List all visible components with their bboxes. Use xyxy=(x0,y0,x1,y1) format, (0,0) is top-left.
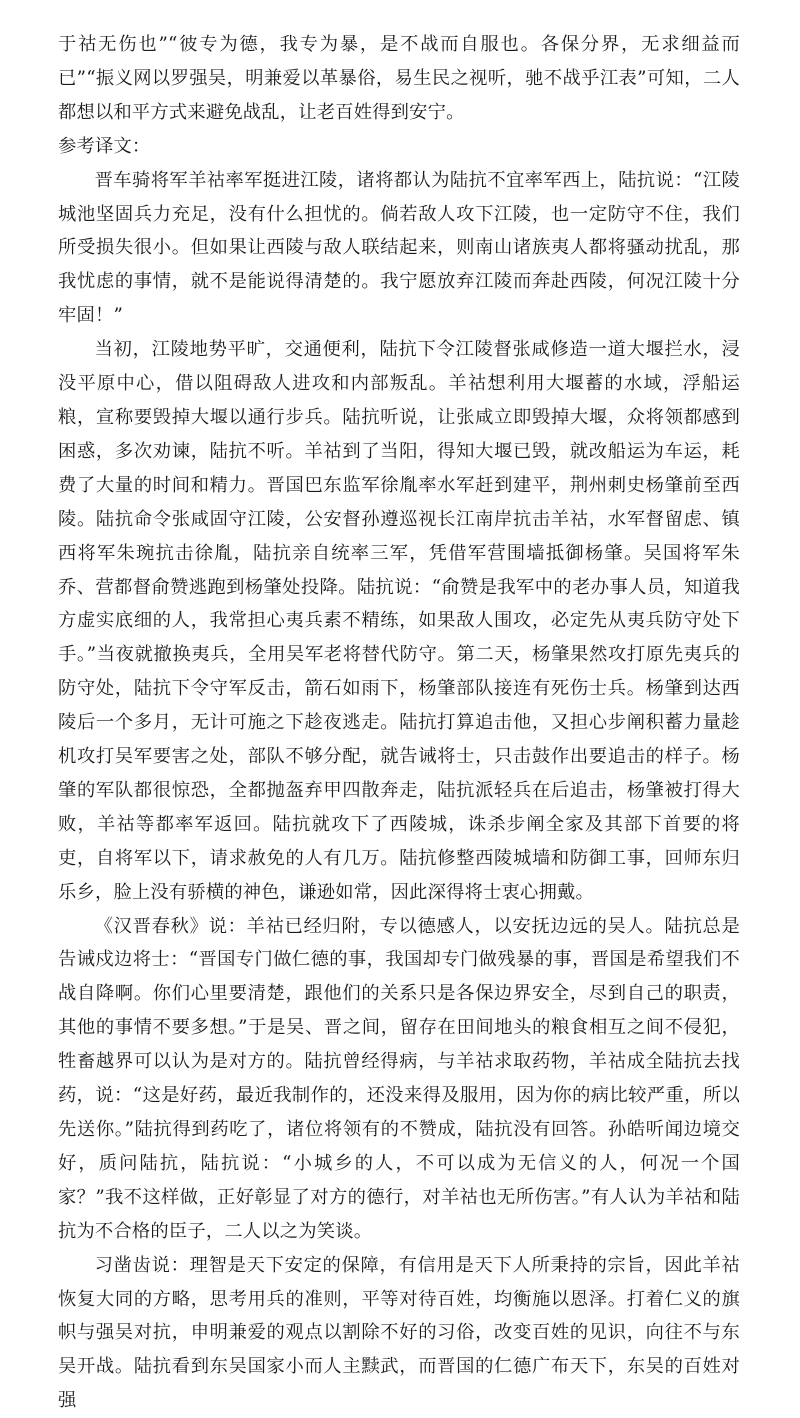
paragraph-battle-of-xiling: 当初，江陵地势平旷，交通便利，陆抗下令江陵督张咸修造一道大堰拦水，浸没平原中心，借以阻碍敌人进攻和内部叛乱。羊祜想利用大堰蓄的水域，浮船运粮，宣称要毁掉大堰以通行步兵。陆抗听说，让张咸立即毁掉大堰，众将领都感到困惑，多次劝谏，陆抗不听。羊祜到了当阳，得知大堰已毁，就改船运为车运，耗费了大量的时间和精力。晋国巴东监军徐胤率水军赶到建平，荆州刺史杨肇前至西陵。陆抗命令张咸固守江陵，公安督孙遵巡视长江南岸抗击羊祜，水军督留虑、镇西将军朱琬抗击徐胤，陆抗亲自统率三军，凭借军营围墙抵御杨肇。吴国将军朱乔、营都督俞赞逃跑到杨肇处投降。陆抗说：“俞赞是我军中的老办事人员，知道我方虚实底细的人，我常担心夷兵素不精练，如果敌人围攻，必定先从夷兵防守处下手。”当夜就撤换夷兵，全用吴军老将替代防守。第二天，杨肇果然攻打原先夷兵的防守处，陆抗下令守军反击，箭石如雨下，杨肇部队接连有死伤士兵。杨肇到达西陵后一个多月，无计可施之下趁夜逃走。陆抗打算追击他，又担心步阐积蓄力量趁机攻打吴军要害之处，部队不够分配，就告诫将士，只击鼓作出要追击的样子。杨肇的军队都很惊恐，全都抛盔弃甲四散奔走，陆抗派轻兵在后追击，杨肇被打得大败，羊祜等都率军返回。陆抗就攻下了西陵城，诛杀步阐全家及其部下首要的将吏，自将军以下，请求赦免的人有几万。陆抗修整西陵城墙和防御工事，回师东归乐乡，脸上没有骄横的神色，谦逊如常，因此深得将士衷心拥戴。 xyxy=(58,339,740,903)
paragraph-han-jin-chunqiu: 《汉晋春秋》说：羊祜已经归附，专以德感人，以安抚边远的吴人。陆抗总是告诫戍边将士：“晋国专门做仁德的事，我国却专门做残暴的事，晋国是希望我们不战自降啊。你们心里要清楚，跟他们的关系只是各保边界安全，尽到自己的职责，其他的事情不要多想。”于是吴、晋之间，留存在田间地头的粮食相互之间不侵犯，牲畜越界可以认为是对方的。陆抗曾经得病，与羊祜求取药物，羊祜成全陆抗去找药，说：“这是好药，最近我制作的，还没来得及服用，因为你的病比较严重，所以先送你。”陆抗得到药吃了，诸位将领有的不赞成，陆抗没有回答。孙皓听闻边境交好，质问陆抗，陆抗说：“小城乡的人，不可以成为无信义的人，何况一个国家？”我不这样做，正好彰显了对方的德行，对羊祜也无所伤害。”有人认为羊祜和陆抗为不合格的臣子，二人以之为笑谈。 xyxy=(58,915,740,1242)
paragraph-conclusion: 于祜无伤也”“彼专为德，我专为暴，是不战而自服也。各保分界，无求细益而已”“振义网以罗强吴，明兼爱以革暴俗，易生民之视听，驰不战乎江表”可知，二人都想以和平方式来避免战乱，让老百姓得到安宁。 xyxy=(58,34,740,123)
section-heading-reference-translation: 参考译文： xyxy=(58,135,151,157)
document-page xyxy=(58,28,740,1418)
paragraph-xi-zaochi-comment: 习凿齿说：理智是天下安定的保障，有信用是天下人所秉持的宗旨，因此羊祜恢复大同的方略，思考用兵的准则，平等对待百姓，均衡施以恩泽。打着仁义的旗帜与强吴对抗，申明兼爱的观点以割除不好的习俗，改变百姓的见识，向往不与东吴开战。陆抗看到东吴国家小而人主黩武，而晋国的仁德广布天下，东吴的百姓对强 xyxy=(58,1254,740,1412)
paragraph-jiangling-defense: 晋车骑将军羊祜率军挺进江陵，诸将都认为陆抗不宜率军西上，陆抗说：“江陵城池坚固兵力充足，没有什么担忧的。倘若敌人攻下江陵，也一定防守不住，我们所受损失很小。但如果让西陵与敌人联结起来，则南山诸族夷人都将骚动扰乱，那我忧虑的事情，就不是能说得清楚的。我宁愿放弃江陵而奔赴西陵，何况江陵十分牢固！” xyxy=(58,169,740,327)
